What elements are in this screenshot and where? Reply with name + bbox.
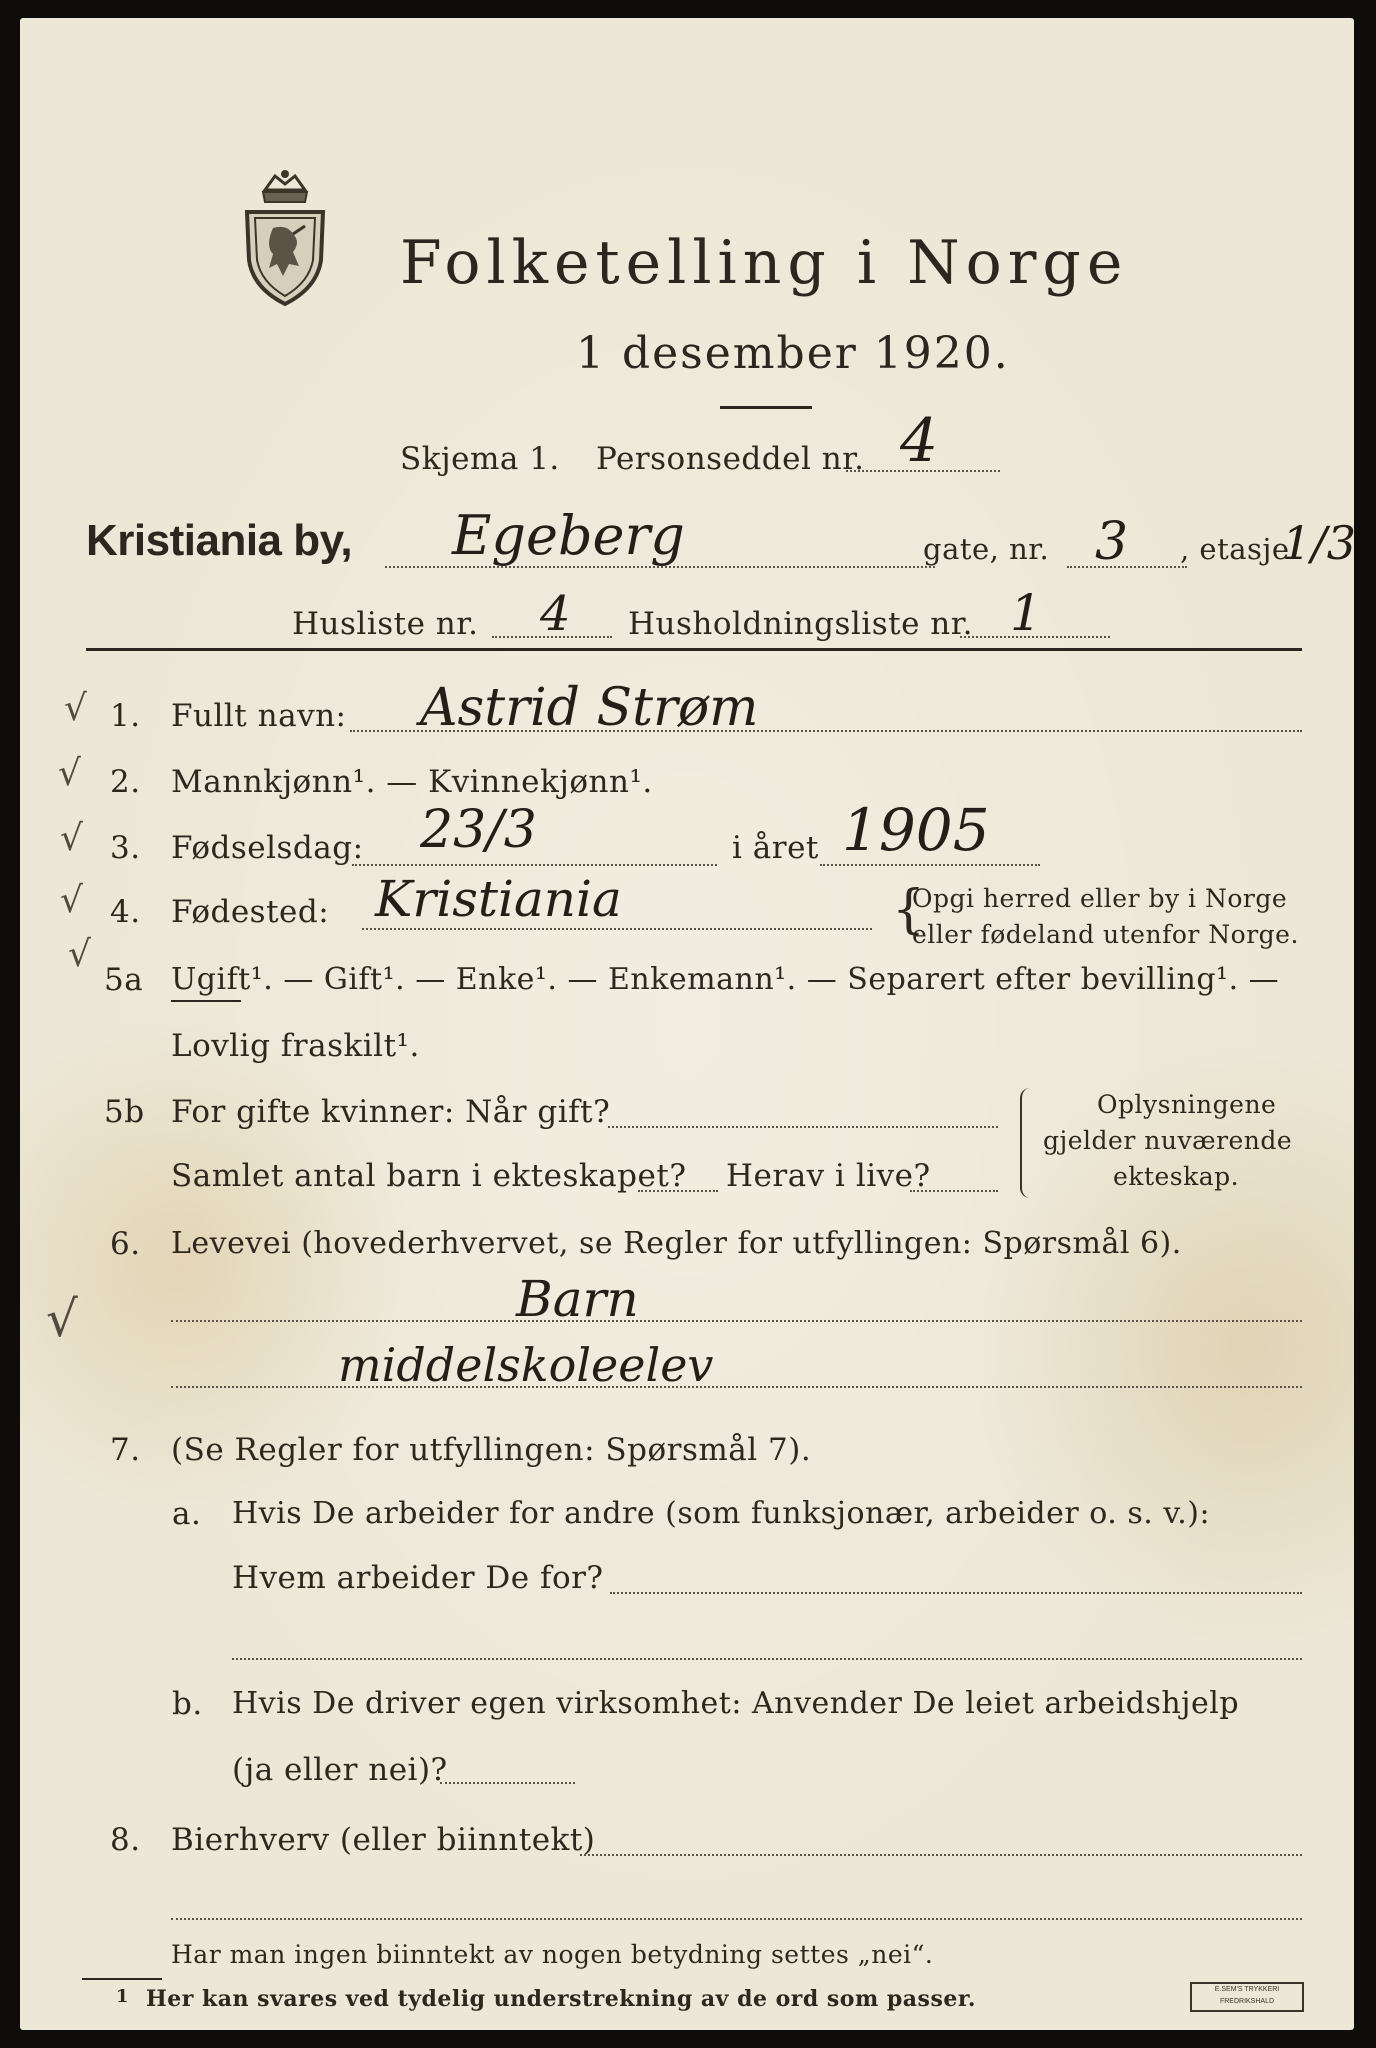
check-mark-3: √ [60, 818, 83, 859]
q8-number: 8. [110, 1822, 141, 1858]
ugift-underline [171, 1000, 241, 1002]
q4-note-line1: Opgi herred eller by i Norge [912, 884, 1288, 913]
husliste-label: Husliste nr. [292, 606, 479, 642]
form-title: Folketelling i Norge [400, 228, 1129, 298]
q7-label: (Se Regler for utfyllingen: Spørsmål 7). [171, 1432, 812, 1468]
q5b-note-brace [1020, 1088, 1032, 1198]
q4-label: Fødested: [171, 894, 330, 930]
q5b-children-line [638, 1190, 718, 1192]
q2-number: 2. [110, 764, 141, 800]
husholdning-label: Husholdningsliste nr. [628, 606, 974, 642]
q6-line-1 [171, 1320, 1302, 1322]
husliste-value[interactable]: 4 [540, 586, 571, 642]
q4-number: 4. [110, 894, 141, 930]
no-income-note: Har man ingen biinntekt av nogen betydning settes „nei“. [171, 1940, 934, 1969]
q7a-line-1 [610, 1592, 1302, 1594]
q6-label: Levevei (hovederhvervet, se Regler for utfyllingen: Spørsmål 6). [171, 1226, 1182, 1261]
q7b-line1: Hvis De driver egen virksomhet: Anvender De leiet arbeidshjelp [232, 1686, 1240, 1721]
check-mark-5: √ [68, 934, 91, 975]
etasje-value[interactable]: 1/3 [1282, 516, 1357, 570]
coat-of-arms-logo [235, 168, 335, 308]
q5b-note-line1: Oplysningene [1097, 1090, 1277, 1119]
q7a-letter: a. [172, 1496, 202, 1532]
q3-number: 3. [110, 830, 141, 866]
q5b-number: 5b [104, 1094, 145, 1130]
street-value[interactable]: Egeberg [452, 504, 685, 567]
q5a-number: 5a [104, 962, 144, 998]
q1-number: 1. [110, 698, 141, 734]
q4-line [362, 928, 872, 930]
q7b-letter: b. [172, 1686, 203, 1722]
q7a-line2: Hvem arbeider De for? [232, 1560, 604, 1596]
gate-label: gate, nr. [923, 532, 1050, 566]
q8-line-1 [580, 1854, 1302, 1856]
q3-year-line [820, 864, 1040, 866]
full-name-value[interactable]: Astrid Strøm [420, 678, 759, 738]
q7b-line [440, 1782, 575, 1784]
personseddel-label: Personseddel nr. [596, 441, 865, 477]
q7a-line1: Hvis De arbeider for andre (som funksjonær, arbeider o. s. v.): [232, 1496, 1211, 1531]
etasje-label: , etasje [1180, 532, 1290, 566]
q4-note-brace: { [892, 880, 926, 940]
q5b-alive-line [910, 1190, 998, 1192]
city-label: Kristiania by, [86, 516, 353, 565]
q1-label: Fullt navn: [171, 698, 347, 734]
q5b-label: For gifte kvinner: Når gift? [171, 1094, 611, 1130]
personseddel-value[interactable]: 4 [900, 406, 939, 476]
gate-nr-value[interactable]: 3 [1095, 512, 1129, 572]
occupation-value-line2[interactable]: middelskoleelev [338, 1338, 714, 1392]
q7a-line-2 [232, 1658, 1302, 1660]
footnote-rule [82, 1978, 162, 1980]
q5b-alive-label: Herav i live? [726, 1158, 931, 1194]
skjema-label: Skjema 1. [400, 441, 560, 477]
occupation-value-line1[interactable]: Barn [516, 1270, 639, 1328]
q4-note-line2: eller fødeland utenfor Norge. [912, 920, 1299, 949]
footnote-mark: 1 [116, 1986, 130, 2007]
footnote-text: Her kan svares ved tydelig understrekning av de ord som passer. [146, 1986, 977, 2012]
title-divider [720, 406, 812, 409]
census-form-page [20, 18, 1357, 2030]
check-mark-4: √ [60, 880, 83, 921]
q6-line-2 [171, 1386, 1302, 1388]
birthplace-value[interactable]: Kristiania [375, 870, 622, 928]
marital-status-options-cont[interactable]: Lovlig fraskilt¹. [171, 1028, 420, 1064]
census-date: 1 desember 1920. [576, 328, 1010, 379]
marital-status-options[interactable]: Ugift¹. — Gift¹. — Enke¹. — Enkemann¹. — Separert efter bevilling¹. — [171, 962, 1280, 997]
q3-year-label: i året [732, 830, 819, 866]
q5b-note-line2: gjelder nuværende [1043, 1126, 1293, 1155]
birthday-value[interactable]: 23/3 [420, 800, 537, 860]
q7b-line2: (ja eller nei)? [232, 1752, 448, 1788]
q5b-children-label: Samlet antal barn i ekteskapet? [171, 1158, 687, 1194]
q7-number: 7. [110, 1432, 141, 1468]
q3-line [352, 864, 717, 866]
gender-options[interactable]: Mannkjønn¹. — Kvinnekjønn¹. [171, 764, 653, 800]
q8-label: Bierhverv (eller biinntekt) [171, 1822, 596, 1858]
q3-label: Fødselsdag: [171, 830, 364, 866]
q6-number: 6. [110, 1226, 141, 1262]
q8-line-2 [171, 1918, 1302, 1920]
header-rule [86, 648, 1302, 651]
check-mark-1: √ [64, 688, 87, 729]
printer-stamp: E.SEM'S TRYKKERI FREDRIKSHALD [1190, 1982, 1304, 2012]
birth-year-value[interactable]: 1905 [842, 796, 990, 864]
q5b-note-line3: ekteskap. [1113, 1162, 1240, 1191]
check-mark-2: √ [58, 753, 81, 794]
check-mark-6: √ [46, 1290, 78, 1348]
husholdning-value[interactable]: 1 [1010, 584, 1042, 642]
q5b-married-line [608, 1126, 998, 1128]
